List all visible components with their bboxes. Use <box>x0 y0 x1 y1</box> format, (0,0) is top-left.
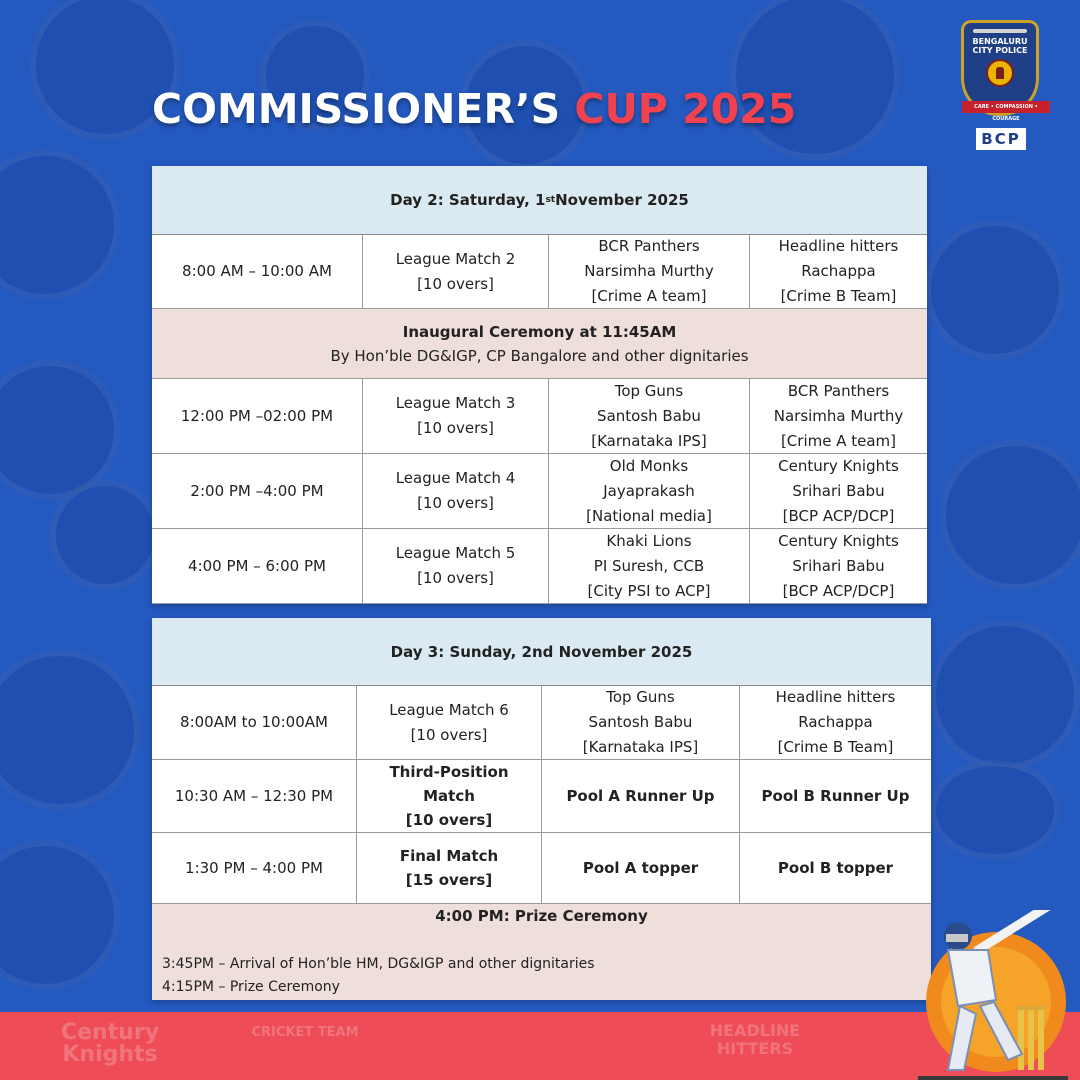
team-b-line: [BCP ACP/DCP] <box>782 581 895 600</box>
badge-name-line1: BENGALURU <box>972 37 1028 46</box>
cell-team-a <box>549 529 750 604</box>
match-line: League Match 3 <box>395 394 516 412</box>
day2-heading-pre: Day 2: Saturday, 1 <box>390 191 546 209</box>
cricketer-illustration <box>918 910 1068 1080</box>
cell-match <box>363 529 549 604</box>
match-line: [10 overs] <box>417 274 494 293</box>
band-logo-headline-hitters: HEADLINE HITTERS <box>709 1021 801 1058</box>
team-b-line: BCR Panthers <box>787 381 890 400</box>
team-b-line: Century Knights <box>778 531 899 550</box>
match-line: [10 overs] <box>417 494 494 512</box>
day3-schedule-table <box>152 618 931 1000</box>
band-logo-century-knights: Century Knights <box>60 1020 160 1067</box>
team-b-line: Rachappa <box>798 713 873 731</box>
match-line: [10 overs] <box>410 725 488 744</box>
cell-team-b <box>750 379 927 454</box>
cell-team-b <box>740 760 931 833</box>
match-line: League Match 5 <box>395 544 516 562</box>
team-a-line: Pool A Runner Up <box>566 787 715 805</box>
bengaluru-police-logo <box>958 20 1042 154</box>
team-a-line: [Crime A team] <box>591 287 707 305</box>
cell-team-b <box>750 529 927 604</box>
team-b-line: Srihari Babu <box>792 481 885 500</box>
badge-name <box>973 37 1028 55</box>
badge-short-label: BCP <box>976 128 1026 150</box>
cell-team-a <box>542 833 740 904</box>
cell-team-a <box>549 235 750 309</box>
team-b-line: Headline hitters <box>778 237 899 255</box>
cell-team-b <box>740 833 931 904</box>
team-a-line: Khaki Lions <box>606 531 692 550</box>
team-a-line: [Karnataka IPS] <box>591 431 707 450</box>
cell-time: 4:00 PM – 6:00 PM <box>152 529 363 604</box>
match-line: [10 overs] <box>405 811 493 829</box>
title-white-part: COMMISSIONER’S <box>152 85 561 133</box>
cell-time: 12:00 PM –02:00 PM <box>152 379 363 454</box>
team-a-line: Narsimha Murthy <box>584 262 714 280</box>
team-b-line: Pool B Runner Up <box>761 787 910 805</box>
cell-match <box>363 454 549 529</box>
team-b-line: Rachappa <box>801 262 876 280</box>
match-line: League Match 2 <box>395 249 516 268</box>
band-logo-cricket-team: CRICKET TEAM <box>251 1025 359 1040</box>
badge-name-line2: CITY POLICE <box>972 46 1028 55</box>
bg-logo-panthers <box>0 150 120 300</box>
team-b-line: [BCP ACP/DCP] <box>782 506 895 525</box>
day2-heading: Day 2: Saturday, 1 st November 2025 <box>152 166 927 235</box>
team-a-line: Santosh Babu <box>588 713 693 731</box>
team-b-line: [Crime B Team] <box>777 738 894 756</box>
team-a-line: BCR Panthers <box>598 237 700 255</box>
cell-time: 1:30 PM – 4:00 PM <box>152 833 357 904</box>
ceremony-title: Inaugural Ceremony at 11:45AM <box>402 322 677 341</box>
cell-match <box>357 833 542 904</box>
prize-ceremony-line: 4:15PM – Prize Ceremony <box>162 979 340 995</box>
team-a-line: [Karnataka IPS] <box>582 738 699 756</box>
ceremony-subtitle: By Hon’ble DG&IGP, CP Bangalore and other dignitaries <box>330 346 749 365</box>
cell-time: 2:00 PM –4:00 PM <box>152 454 363 529</box>
cell-time: 8:00AM to 10:00AM <box>152 686 357 760</box>
team-b-line: Srihari Babu <box>792 556 885 575</box>
prize-arrival-line: 3:45PM – Arrival of Hon’ble HM, DG&IGP and other dignitaries <box>162 956 595 972</box>
team-a-line: Old Monks <box>609 456 689 475</box>
bg-logo-lions <box>940 440 1080 590</box>
cell-time: 10:30 AM – 12:30 PM <box>152 760 357 833</box>
bg-logo-wreath <box>0 360 120 500</box>
cell-time: 8:00 AM – 10:00 AM <box>152 235 363 309</box>
cell-team-a <box>549 454 750 529</box>
shield-top-bar <box>973 29 1027 33</box>
team-b-line: Century Knights <box>778 456 899 475</box>
team-a-line: Top Guns <box>614 381 684 400</box>
match-line: Match <box>423 787 475 805</box>
cell-match <box>363 235 549 309</box>
bg-logo-bcr-panthers <box>0 650 140 810</box>
bg-logo-ball <box>50 480 160 590</box>
team-a-line: Top Guns <box>606 688 675 706</box>
prize-ceremony-title: 4:00 PM: Prize Ceremony <box>435 907 648 925</box>
team-b-line: Narsimha Murthy <box>773 406 904 425</box>
title-red-part: CUP 2025 <box>574 85 797 133</box>
day3-heading: Day 3: Sunday, 2nd November 2025 <box>152 618 931 686</box>
match-line: [15 overs] <box>405 871 493 889</box>
match-line: Final Match <box>399 847 499 865</box>
bg-logo-headline-hitters <box>930 760 1060 860</box>
team-b-line: Pool B topper <box>777 859 894 877</box>
team-a-line: Pool A topper <box>582 859 699 877</box>
team-b-line: [Crime A team] <box>780 431 897 450</box>
prize-ceremony-block <box>152 904 931 1000</box>
team-a-line: Jayaprakash <box>603 481 695 500</box>
cell-team-b <box>740 686 931 760</box>
team-b-line: [Crime B Team] <box>780 287 897 305</box>
match-line: League Match 6 <box>389 700 509 719</box>
cell-match <box>357 686 542 760</box>
team-a-line: Santosh Babu <box>597 406 701 425</box>
match-line: Third-Position <box>389 763 509 781</box>
shield-icon <box>961 20 1039 122</box>
bg-logo-old-monk-3 <box>930 620 1080 770</box>
cell-team-b <box>750 235 927 309</box>
badge-motto: CARE • COMPASSION • COURAGE <box>962 101 1050 113</box>
page-title <box>152 82 796 136</box>
day2-heading-post: November 2025 <box>555 191 689 209</box>
day2-schedule-table <box>152 166 927 604</box>
cell-team-a <box>542 760 740 833</box>
day2-grid <box>152 166 927 604</box>
bg-logo-old-monk-2 <box>730 0 900 160</box>
team-a-line: [City PSI to ACP] <box>587 581 711 600</box>
inaugural-ceremony-row <box>152 309 927 379</box>
team-a-line: [National media] <box>586 506 712 525</box>
state-emblem-icon <box>986 59 1014 87</box>
cell-team-a <box>542 686 740 760</box>
match-line: [10 overs] <box>417 569 494 587</box>
match-line: League Match 4 <box>395 469 516 487</box>
bg-logo-strikers <box>0 840 120 990</box>
bg-logo-ipl-2 <box>925 220 1065 360</box>
team-b-line: Headline hitters <box>775 688 896 706</box>
match-line: [10 overs] <box>417 419 494 437</box>
cell-team-a <box>549 379 750 454</box>
cell-team-b <box>750 454 927 529</box>
cell-match <box>357 760 542 833</box>
team-a-line: PI Suresh, CCB <box>593 556 705 575</box>
cell-match <box>363 379 549 454</box>
